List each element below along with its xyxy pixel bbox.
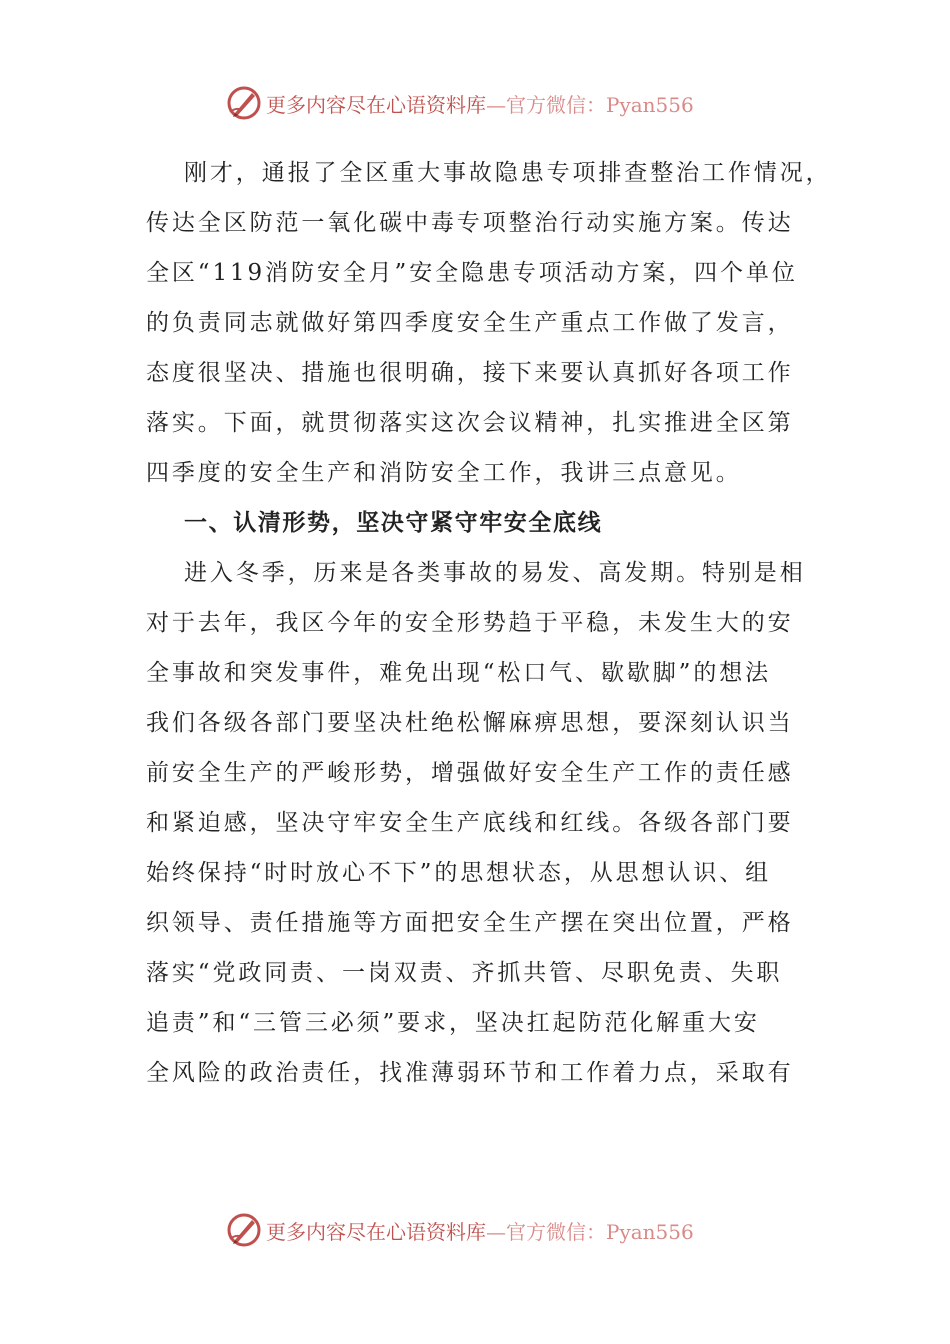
watermark-main: 更多内容尽在心语资料库 — [266, 1219, 486, 1244]
body-line: 态度很坚决、措施也很明确，接下来要认真抓好各项工作 — [146, 360, 794, 386]
body-line: 始终保持“时时放心不下”的思想状态，从思想认识、组 — [146, 860, 772, 886]
body-line: 对于去年，我区今年的安全形势趋于平稳，未发生大的安 — [146, 610, 794, 636]
body-line: 的负责同志就做好第四季度安全生产重点工作做了发言， — [146, 310, 794, 336]
body-line: 全事故和突发事件，难免出现“松口气、歇歇脚”的想法 — [146, 660, 772, 686]
watermark-text — [266, 89, 694, 118]
body-line: 全区“119消防安全月”安全隐患专项活动方案，四个单位 — [146, 260, 798, 286]
body-line: 追责”和“三管三必须”要求，坚决扛起防范化解重大安 — [146, 1010, 760, 1036]
body-line: 和紧迫感，坚决守牢安全生产底线和红线。各级各部门要 — [146, 810, 794, 836]
document-body — [146, 148, 832, 1098]
body-line: 传达全区防范一氧化碳中毒专项整治行动实施方案。传达 — [146, 210, 794, 236]
body-line: 全风险的政治责任，找准薄弱环节和工作着力点，采取有 — [146, 1060, 794, 1086]
pen-logo-icon — [226, 85, 262, 121]
watermark-sub: —官方微信：Pyan556 — [486, 1219, 694, 1244]
watermark-text — [266, 1216, 694, 1245]
pen-logo-icon — [226, 1212, 262, 1248]
body-line: 刚才，通报了全区重大事故隐患专项排查整治工作情况， — [184, 160, 832, 186]
watermark-main: 更多内容尽在心语资料库 — [266, 92, 486, 117]
watermark-sub: —官方微信：Pyan556 — [486, 92, 694, 117]
body-line: 落实。下面，就贯彻落实这次会议精神，扎实推进全区第 — [146, 410, 794, 436]
body-line: 四季度的安全生产和消防安全工作，我讲三点意见。 — [146, 460, 742, 486]
body-line: 织领导、责任措施等方面把安全生产摆在突出位置，严格 — [146, 910, 794, 936]
body-line: 进入冬季，历来是各类事故的易发、高发期。特别是相 — [184, 560, 806, 586]
body-line: 前安全生产的严峻形势，增强做好安全生产工作的责任感 — [146, 760, 794, 786]
body-line: 我们各级各部门要坚决杜绝松懈麻痹思想，要深刻认识当 — [146, 710, 794, 736]
section-heading: 一、认清形势，坚决守紧守牢安全底线 — [184, 510, 603, 536]
header-watermark — [226, 83, 694, 123]
body-line: 落实“党政同责、一岗双责、齐抓共管、尽职免责、失职 — [146, 960, 783, 986]
footer-watermark — [226, 1210, 694, 1250]
